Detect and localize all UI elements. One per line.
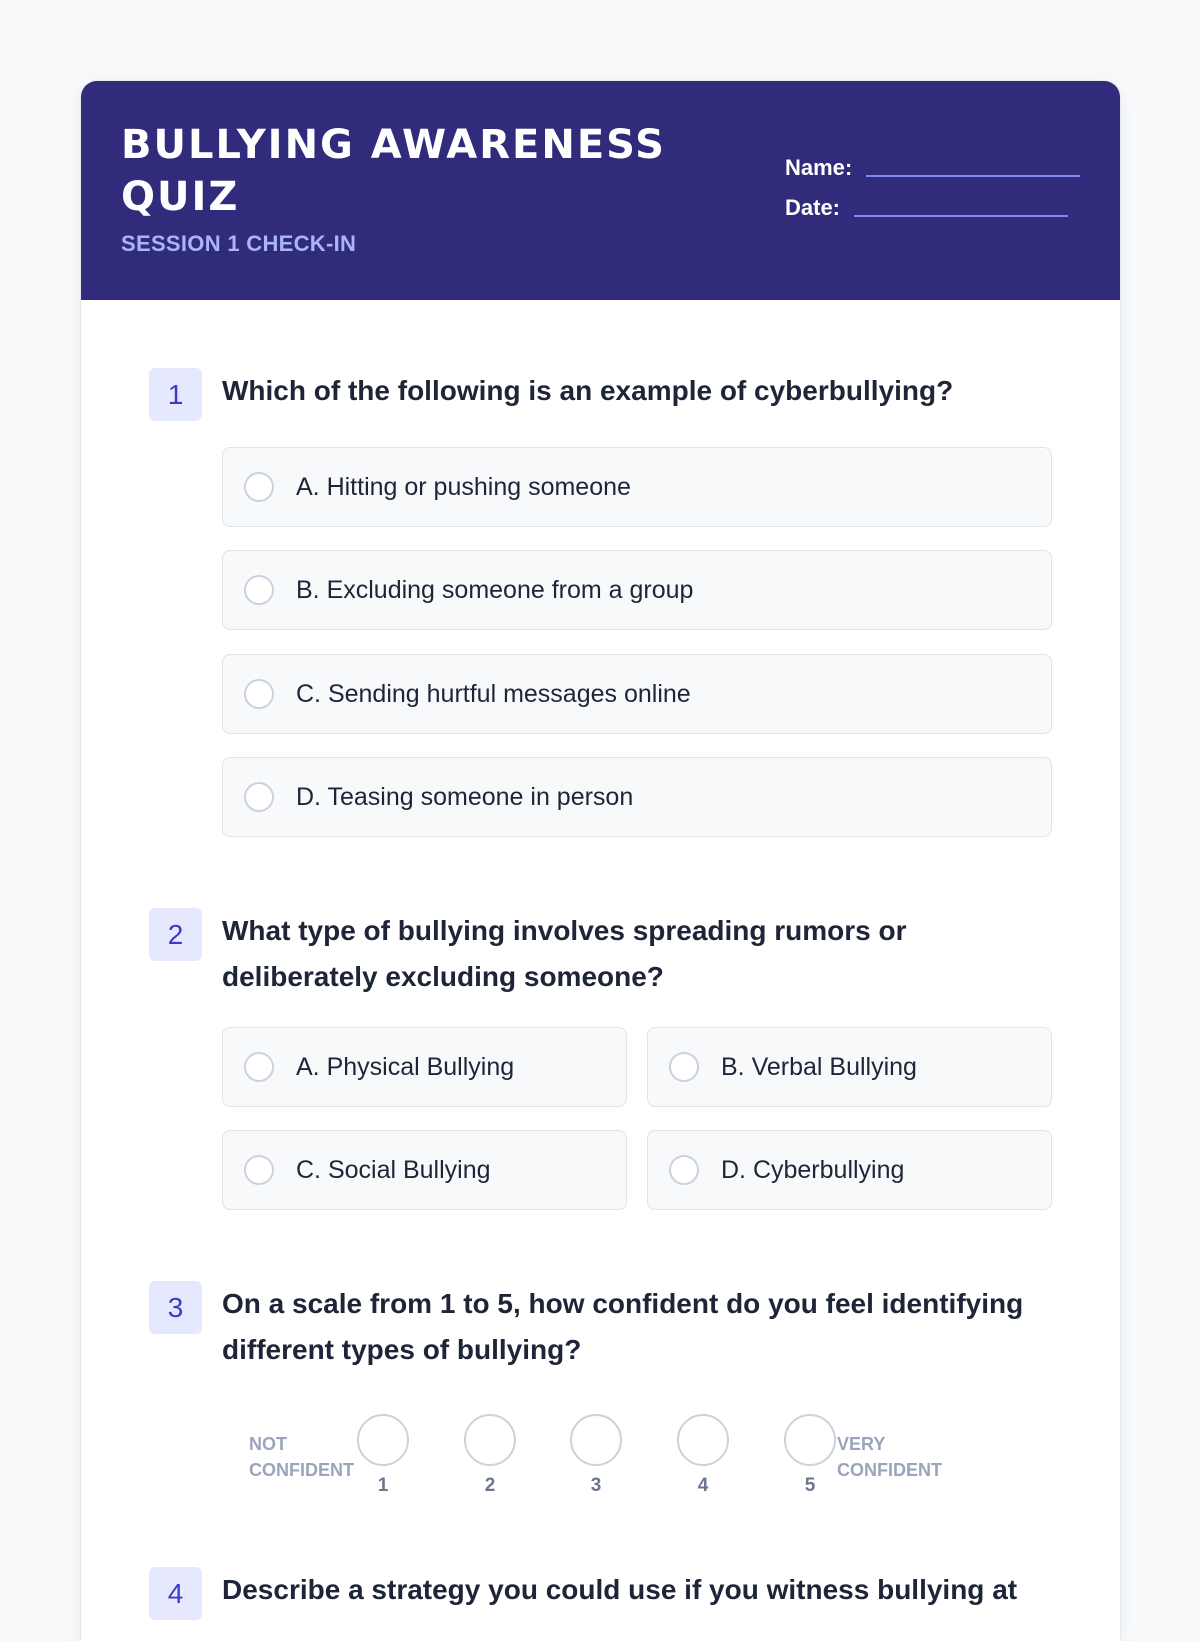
option-label: B. Excluding someone from a group — [296, 575, 694, 604]
name-input-line[interactable] — [866, 175, 1080, 177]
radio-button[interactable] — [244, 575, 274, 605]
question-text: On a scale from 1 to 5, how confident do you feel identifying different types of bullying? — [222, 1288, 1024, 1365]
option-label: D. Cyberbullying — [721, 1155, 905, 1184]
scale-number: 5 — [804, 1475, 816, 1496]
radio-button[interactable] — [669, 1052, 699, 1082]
answer-option[interactable] — [222, 550, 1052, 630]
answer-option[interactable] — [647, 1027, 1052, 1107]
option-label: C. Social Bullying — [296, 1155, 491, 1184]
question-text: Which of the following is an example of cyberbullying? — [222, 375, 954, 406]
answer-option[interactable] — [222, 1027, 627, 1107]
radio-button[interactable] — [244, 472, 274, 502]
scale-option-5[interactable] — [784, 1414, 836, 1466]
quiz-subtitle: SESSION 1 CHECK-IN — [121, 231, 357, 256]
option-label: A. Hitting or pushing someone — [296, 472, 631, 501]
quiz-card — [81, 81, 1120, 1641]
option-label: C. Sending hurtful messages online — [296, 679, 691, 708]
question-number-badge: 3 — [149, 1281, 202, 1334]
answer-option[interactable] — [222, 1130, 627, 1210]
scale-number: 2 — [484, 1475, 496, 1496]
scale-option-2[interactable] — [464, 1414, 516, 1466]
scale-number: 1 — [377, 1475, 389, 1496]
option-label: B. Verbal Bullying — [721, 1052, 917, 1081]
scale-high-label: VERY CONFIDENT — [837, 1434, 942, 1480]
scale-number: 3 — [590, 1475, 602, 1496]
quiz-header — [81, 81, 1120, 300]
date-field — [785, 195, 1068, 221]
scale-number: 4 — [697, 1475, 709, 1496]
radio-button[interactable] — [244, 1052, 274, 1082]
option-label: A. Physical Bullying — [296, 1052, 515, 1081]
radio-button[interactable] — [244, 782, 274, 812]
question-number-badge: 4 — [149, 1567, 202, 1620]
option-label: D. Teasing someone in person — [296, 782, 634, 811]
answer-option[interactable] — [647, 1130, 1052, 1210]
scale-option-3[interactable] — [570, 1414, 622, 1466]
radio-button[interactable] — [244, 679, 274, 709]
date-input-line[interactable] — [854, 215, 1068, 217]
question-text: Describe a strategy you could use if you witness bullying at — [222, 1574, 1018, 1605]
quiz-title: BULLYING AWARENESS QUIZ — [121, 122, 666, 220]
scale-option-4[interactable] — [677, 1414, 729, 1466]
name-field — [785, 155, 1080, 181]
radio-button[interactable] — [244, 1155, 274, 1185]
question-text: What type of bullying involves spreading rumors or deliberately excluding someone? — [222, 915, 907, 992]
answer-option[interactable] — [222, 654, 1052, 734]
radio-button[interactable] — [669, 1155, 699, 1185]
question-number-badge: 2 — [149, 908, 202, 961]
date-label: Date: — [785, 195, 841, 220]
name-label: Name: — [785, 155, 853, 180]
answer-option[interactable] — [222, 447, 1052, 527]
scale-low-label: NOT CONFIDENT — [249, 1434, 354, 1480]
answer-option[interactable] — [222, 757, 1052, 837]
scale-option-1[interactable] — [357, 1414, 409, 1466]
question-number-badge: 1 — [149, 368, 202, 421]
